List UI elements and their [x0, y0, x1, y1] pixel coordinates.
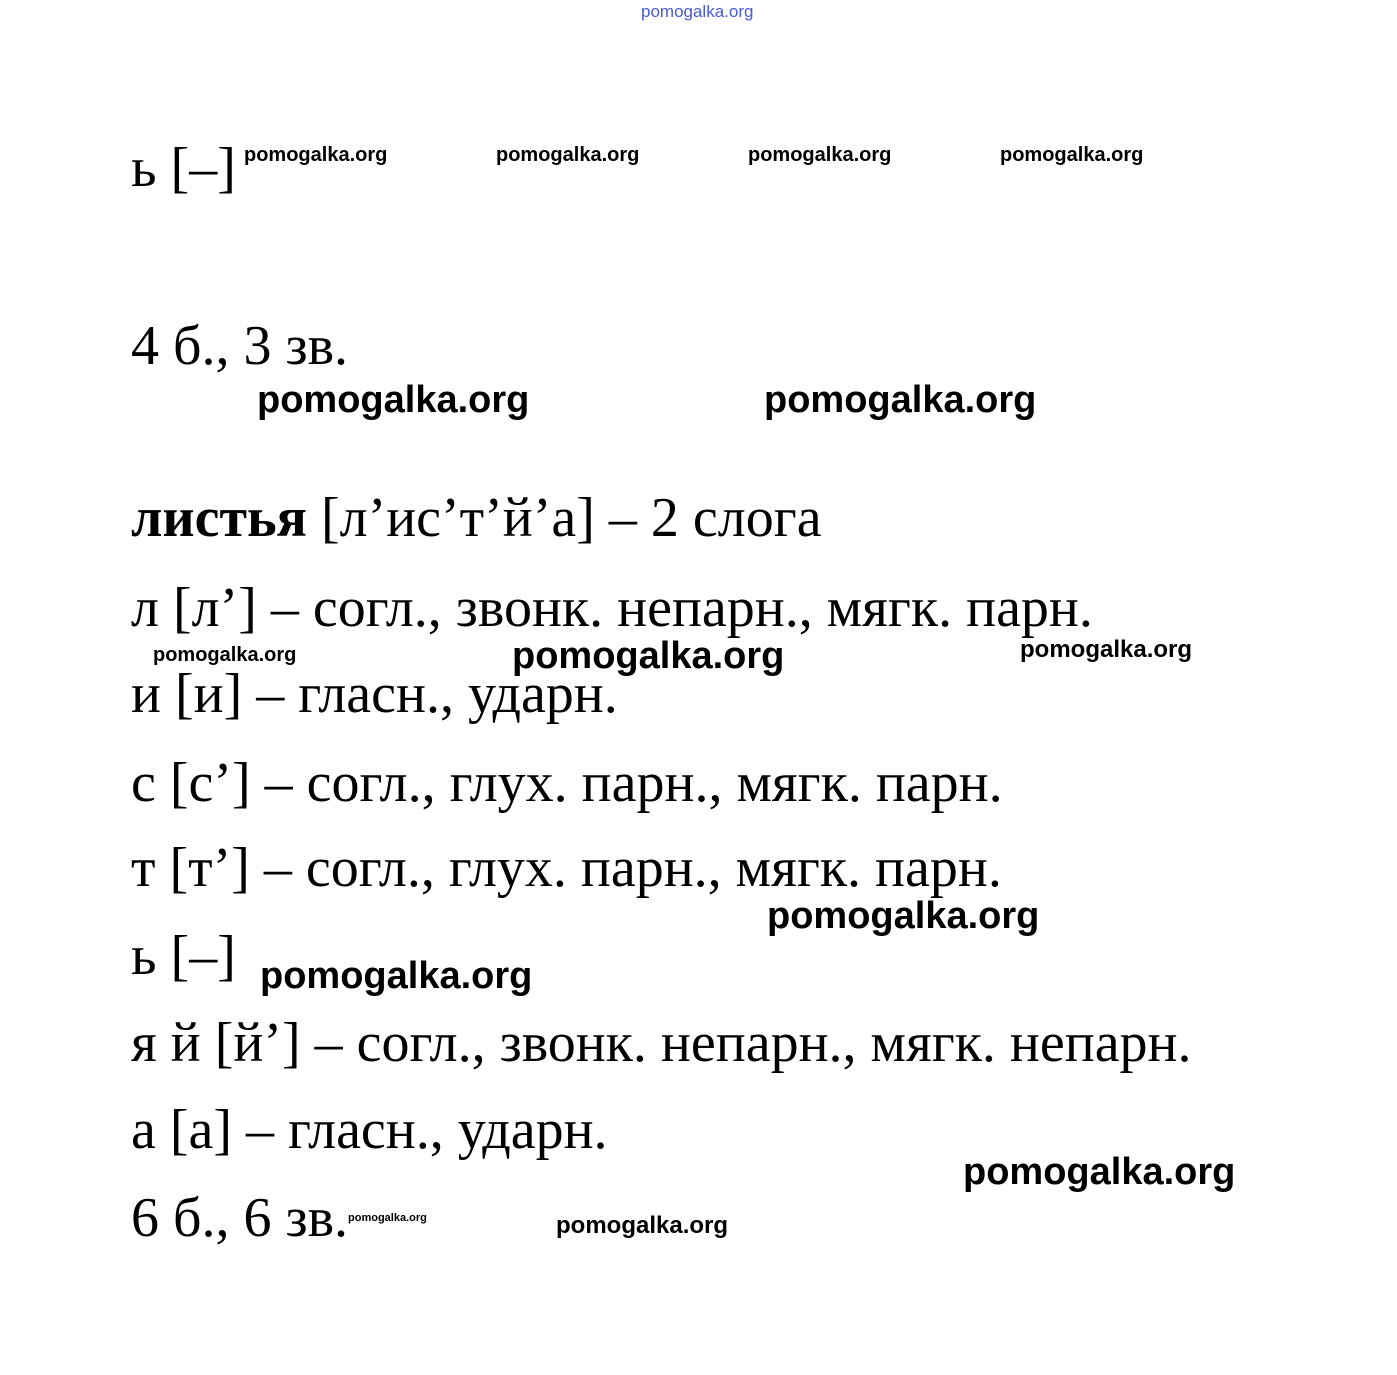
- letter-a-line: а [а] – гласн., ударн.: [131, 1099, 608, 1161]
- count-line-2: 6 б., 6 зв.: [131, 1187, 349, 1249]
- watermark: pomogalka.org: [556, 1212, 729, 1239]
- watermark: pomogalka.org: [767, 895, 1040, 937]
- word-heading: [131, 487, 822, 549]
- watermark: pomogalka.org: [764, 379, 1037, 421]
- count-line-1: 4 б., 3 зв.: [131, 315, 349, 377]
- letter-i-line: и [и] – гласн., ударн.: [131, 663, 618, 725]
- watermark: pomogalka.org: [496, 144, 640, 166]
- soft-sign-line-2: ь [–]: [131, 925, 236, 987]
- watermark: pomogalka.org: [260, 955, 533, 997]
- word-transcription: [л’ис’т’й’а] – 2 слога: [306, 487, 822, 549]
- watermark: pomogalka.org: [1000, 144, 1144, 166]
- watermark: pomogalka.org: [963, 1151, 1236, 1193]
- watermark: pomogalka.org: [153, 644, 297, 666]
- letter-s-line: с [с’] – согл., глух. парн., мягк. парн.: [131, 752, 1003, 814]
- watermark: pomogalka.org: [748, 144, 892, 166]
- word-bold: листья: [131, 487, 307, 549]
- letter-l-line: л [л’] – согл., звонк. непарн., мягк. парн.: [131, 577, 1093, 639]
- watermark: pomogalka.org: [244, 144, 388, 166]
- watermark: pomogalka.org: [512, 635, 785, 677]
- watermark: pomogalka.org: [348, 1212, 427, 1224]
- soft-sign-line-1: ь [–]: [131, 137, 236, 199]
- watermark: pomogalka.org: [257, 379, 530, 421]
- letter-ya-line: я й [й’] – согл., звонк. непарн., мягк. непарн.: [131, 1012, 1192, 1074]
- watermark: pomogalka.org: [1020, 636, 1193, 663]
- top-watermark: pomogalka.org: [641, 2, 754, 21]
- letter-t-line: т [т’] – согл., глух. парн., мягк. парн.: [131, 837, 1002, 899]
